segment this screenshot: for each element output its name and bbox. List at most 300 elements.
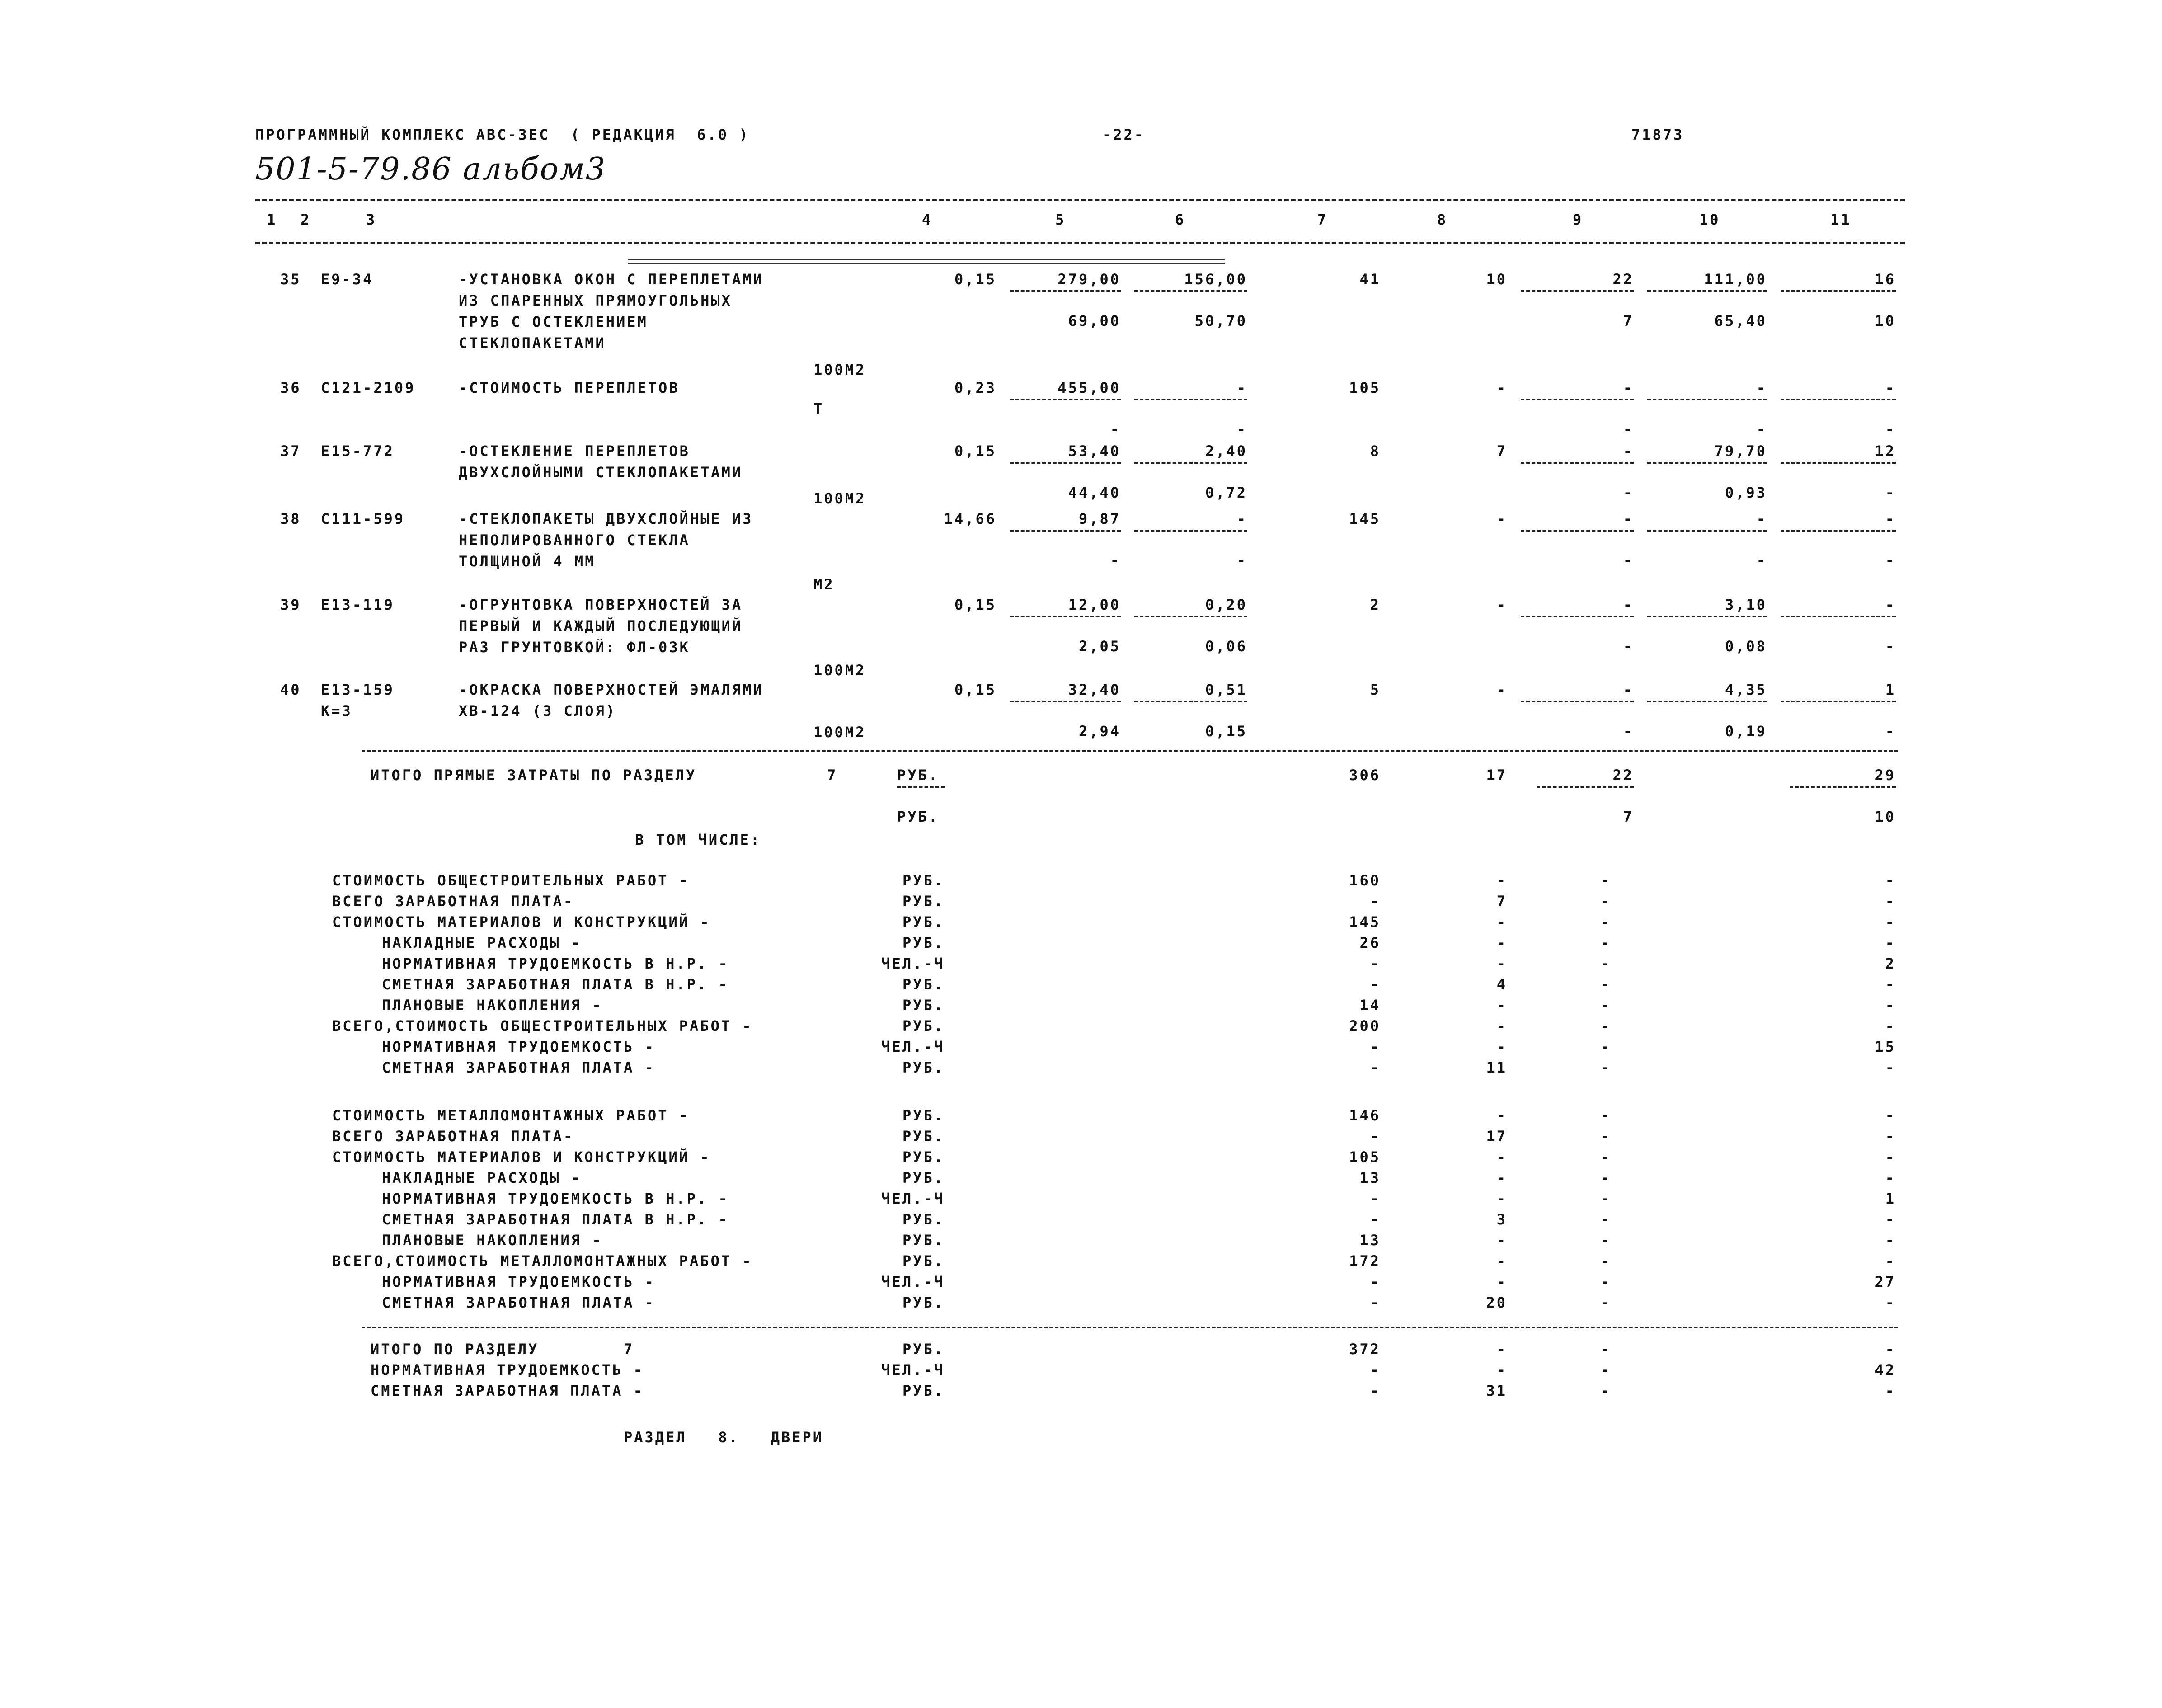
item-description-line: ИЗ СПАРЕННЫХ ПРЯМОУГОЛЬНЫХ xyxy=(459,292,732,309)
summary-section: 7 xyxy=(624,1341,634,1358)
itogo-direct-col11: 29 xyxy=(1875,767,1896,784)
summary-col11: - xyxy=(1885,934,1896,951)
summary-col8: - xyxy=(1496,955,1507,972)
summary-col7: - xyxy=(1370,1294,1381,1311)
item-col10-top: 3,10 xyxy=(1725,596,1767,613)
item-col7: 105 xyxy=(1349,379,1381,396)
summary-col11: - xyxy=(1885,976,1896,993)
item-col9-bottom: - xyxy=(1623,723,1634,740)
item-qty: 0,15 xyxy=(954,596,996,613)
item-unit: 100М2 xyxy=(813,490,866,507)
summary-col8: 17 xyxy=(1486,1128,1507,1145)
item-col11-top: - xyxy=(1885,596,1896,613)
summary-unit: РУБ. xyxy=(902,1107,945,1124)
summary-col7: - xyxy=(1370,1059,1381,1076)
item-col6-bottom: - xyxy=(1236,421,1247,438)
summary-col7: 372 xyxy=(1349,1341,1381,1358)
summary-col11: - xyxy=(1885,997,1896,1014)
handwritten-album-mark: 501-5-79.86 альбом3 xyxy=(255,151,606,187)
summary-label: ВСЕГО,СТОИМОСТЬ ОБЩЕСТРОИТЕЛЬНЫХ РАБОТ - xyxy=(332,1017,753,1035)
item-col7: 2 xyxy=(1370,596,1381,613)
summary-col9: - xyxy=(1600,1038,1611,1055)
item-col8: 7 xyxy=(1496,442,1507,460)
item-col9-top: - xyxy=(1623,510,1634,527)
summary-col11: - xyxy=(1885,913,1896,931)
summary-col8: - xyxy=(1496,1169,1507,1186)
summary-col9: - xyxy=(1600,1211,1611,1228)
item-subrule-col5 xyxy=(1010,290,1121,292)
item-col6-top: 0,51 xyxy=(1205,681,1247,698)
item-qty: 14,66 xyxy=(944,510,996,527)
item-subrule-col9 xyxy=(1521,701,1634,702)
summary-col9: - xyxy=(1600,976,1611,993)
summary-col11: - xyxy=(1885,1107,1896,1124)
summary-unit: РУБ. xyxy=(902,1232,945,1249)
item-number: 38 xyxy=(280,510,301,527)
item-subrule-col10 xyxy=(1647,701,1767,702)
column-header-11: 11 xyxy=(1830,211,1852,228)
item-col9-bottom: - xyxy=(1623,552,1634,569)
item-subrule-col11 xyxy=(1781,399,1896,400)
summary-label: ПЛАНОВЫЕ НАКОПЛЕНИЯ - xyxy=(382,997,603,1014)
item-code: С111-599 xyxy=(321,510,405,527)
item-col5-top: 32,40 xyxy=(1068,681,1121,698)
summary-label: СТОИМОСТЬ МАТЕРИАЛОВ И КОНСТРУКЦИЙ - xyxy=(332,1148,711,1166)
item-subrule-col5 xyxy=(1010,701,1121,702)
item-number: 36 xyxy=(280,379,301,396)
item-col11-top: 12 xyxy=(1875,442,1896,460)
item-col11-bottom: - xyxy=(1885,484,1896,501)
summary-col11: - xyxy=(1885,1059,1896,1076)
item-code: Е13-119 xyxy=(321,596,395,613)
summary-unit: РУБ. xyxy=(902,997,945,1014)
summary-unit: РУБ. xyxy=(902,1252,945,1270)
item-col10-top: 111,00 xyxy=(1704,271,1767,288)
summary-col7: - xyxy=(1370,1128,1381,1145)
item-subrule-col10 xyxy=(1647,462,1767,464)
item-number: 39 xyxy=(280,596,301,613)
item-col9-bottom: 7 xyxy=(1623,312,1634,329)
item-description-line: -ОГРУНТОВКА ПОВЕРХНОСТЕЙ ЗА xyxy=(459,596,743,613)
summary-unit: РУБ. xyxy=(902,1128,945,1145)
item-subrule-col6 xyxy=(1134,616,1247,617)
item-col11-top: - xyxy=(1885,379,1896,396)
summary-label: НОРМАТИВНАЯ ТРУДОЕМКОСТЬ В Н.Р. - xyxy=(382,1190,729,1207)
summary-col7: 13 xyxy=(1359,1169,1381,1186)
summary-label: НОРМАТИВНАЯ ТРУДОЕМКОСТЬ В Н.Р. - xyxy=(382,955,729,972)
summary-col7: - xyxy=(1370,976,1381,993)
summary-label: ВСЕГО ЗАРАБОТНАЯ ПЛАТА- xyxy=(332,893,574,910)
item-col10-top: 79,70 xyxy=(1714,442,1767,460)
itogo-direct-col8: 17 xyxy=(1486,767,1507,784)
summary-col8: - xyxy=(1496,872,1507,889)
summary-col8: - xyxy=(1496,1361,1507,1379)
item-qty: 0,15 xyxy=(954,442,996,460)
item-number: 40 xyxy=(280,681,301,698)
item-col11-bottom: 10 xyxy=(1875,312,1896,329)
summary-unit: РУБ. xyxy=(902,1341,945,1358)
item-col5-bottom: 44,40 xyxy=(1068,484,1121,501)
summary-col8: 7 xyxy=(1496,893,1507,910)
item-col6-top: - xyxy=(1236,379,1247,396)
summary-col7: 14 xyxy=(1359,997,1381,1014)
item-col5-bottom: 69,00 xyxy=(1068,312,1121,329)
item-col11-top: - xyxy=(1885,510,1896,527)
item-description-line: НЕПОЛИРОВАННОГО СТЕКЛА xyxy=(459,532,690,549)
summary-col11: 15 xyxy=(1875,1038,1896,1055)
item-description-line: ПЕРВЫЙ И КАЖДЫЙ ПОСЛЕДУЮЩИЙ xyxy=(459,617,743,635)
item-col10-bottom: 65,40 xyxy=(1714,312,1767,329)
item-subrule-col5 xyxy=(1010,399,1121,400)
column-header-6: 6 xyxy=(1175,211,1186,228)
item-subrule-col6 xyxy=(1134,530,1247,532)
item-col6-top: 156,00 xyxy=(1184,271,1247,288)
item-col10-top: 4,35 xyxy=(1725,681,1767,698)
summary-col7: 200 xyxy=(1349,1017,1381,1035)
summary-col8: - xyxy=(1496,1190,1507,1207)
summary-col8: - xyxy=(1496,1107,1507,1124)
summary-col9: - xyxy=(1600,913,1611,931)
item-col6-bottom: 0,15 xyxy=(1205,723,1247,740)
item-col10-bottom: 0,93 xyxy=(1725,484,1767,501)
summary-col7: - xyxy=(1370,1038,1381,1055)
item-qty: 0,15 xyxy=(954,681,996,698)
item-qty: 0,23 xyxy=(954,379,996,396)
summary-col8: 31 xyxy=(1486,1382,1507,1399)
summary-unit: РУБ. xyxy=(902,1169,945,1186)
column-header-10: 10 xyxy=(1699,211,1720,228)
summary-col11: - xyxy=(1885,872,1896,889)
summary-col8: - xyxy=(1496,1017,1507,1035)
item-number: 37 xyxy=(280,442,301,460)
summary-col9: - xyxy=(1600,1017,1611,1035)
item-qty: 0,15 xyxy=(954,271,996,288)
summary-unit: РУБ. xyxy=(902,1017,945,1035)
summary-unit: ЧЕЛ.-Ч xyxy=(881,955,945,972)
item-col8: - xyxy=(1496,596,1507,613)
summary-col11: - xyxy=(1885,1382,1896,1399)
item-code: Е15-772 xyxy=(321,442,395,460)
summary-unit: РУБ. xyxy=(902,913,945,931)
item-col5-top: 12,00 xyxy=(1068,596,1121,613)
item-col5-bottom: 2,05 xyxy=(1078,638,1121,655)
itogo-direct-col7: 306 xyxy=(1349,767,1381,784)
itogo-direct-unit: РУБ. xyxy=(897,767,940,784)
item-col10-bottom: - xyxy=(1756,552,1767,569)
summary-col9: - xyxy=(1600,1273,1611,1290)
item-subrule-col6 xyxy=(1134,462,1247,464)
item-col7: 5 xyxy=(1370,681,1381,698)
summary-col11: - xyxy=(1885,1294,1896,1311)
summary-col8: 20 xyxy=(1486,1294,1507,1311)
summary-unit: ЧЕЛ.-Ч xyxy=(881,1038,945,1055)
summary-col11: 27 xyxy=(1875,1273,1896,1290)
itogo-direct-col9-bottom: 7 xyxy=(1623,808,1634,825)
summary-label: СТОИМОСТЬ МАТЕРИАЛОВ И КОНСТРУКЦИЙ - xyxy=(332,913,711,931)
summary-col9: - xyxy=(1600,1059,1611,1076)
summary-col8: - xyxy=(1496,1148,1507,1166)
summary-col11: - xyxy=(1885,1211,1896,1228)
document-number: 71873 xyxy=(1631,126,1684,143)
item-col6-bottom: 0,06 xyxy=(1205,638,1247,655)
column-header-8: 8 xyxy=(1437,211,1448,228)
summary-label: СМЕТНАЯ ЗАРАБОТНАЯ ПЛАТА - xyxy=(371,1382,644,1399)
item-description-line: ТОЛЩИНОЙ 4 ММ xyxy=(459,553,596,570)
summary-col11: 42 xyxy=(1875,1361,1896,1379)
summary-col7: 145 xyxy=(1349,913,1381,931)
summary-col8: - xyxy=(1496,1341,1507,1358)
item-subrule-col10 xyxy=(1647,290,1767,292)
summary-col11: - xyxy=(1885,1232,1896,1249)
item-col9-top: - xyxy=(1623,596,1634,613)
summary-col8: - xyxy=(1496,1038,1507,1055)
item-col9-top: - xyxy=(1623,379,1634,396)
itogo-direct-section: 7 xyxy=(827,767,838,784)
item-col6-top: - xyxy=(1236,510,1247,527)
item-number: 35 xyxy=(280,271,301,288)
summary-unit: РУБ. xyxy=(902,1148,945,1166)
summary-label: СМЕТНАЯ ЗАРАБОТНАЯ ПЛАТА - xyxy=(382,1294,655,1311)
item-col5-bottom: 2,94 xyxy=(1078,723,1121,740)
item-col9-bottom: - xyxy=(1623,638,1634,655)
item-col11-top: 16 xyxy=(1875,271,1896,288)
summary-col7: - xyxy=(1370,893,1381,910)
totals-separator xyxy=(362,750,1898,752)
summary-col7: - xyxy=(1370,1190,1381,1207)
summary-col11: - xyxy=(1885,1169,1896,1186)
summary-label: ВСЕГО ЗАРАБОТНАЯ ПЛАТА- xyxy=(332,1128,574,1145)
summary-col9: - xyxy=(1600,1148,1611,1166)
summary-unit: РУБ. xyxy=(902,1382,945,1399)
itogo-col11-subrule xyxy=(1790,786,1896,788)
item-col10-bottom: 0,19 xyxy=(1725,723,1767,740)
summary-label: СМЕТНАЯ ЗАРАБОТНАЯ ПЛАТА - xyxy=(382,1059,655,1076)
summary-unit: РУБ. xyxy=(902,1294,945,1311)
summary-unit: РУБ. xyxy=(902,934,945,951)
summary-col9: - xyxy=(1600,1361,1611,1379)
summary-unit: РУБ. xyxy=(902,1059,945,1076)
summary-col7: 26 xyxy=(1359,934,1381,951)
item-subrule-col11 xyxy=(1781,530,1896,532)
summary-col7: 13 xyxy=(1359,1232,1381,1249)
item-col5-bottom: - xyxy=(1110,421,1121,438)
summary-col9: - xyxy=(1600,1252,1611,1270)
item-col6-bottom: 50,70 xyxy=(1194,312,1247,329)
summary-col11: - xyxy=(1885,1017,1896,1035)
summary-col8: - xyxy=(1496,997,1507,1014)
summary-unit: РУБ. xyxy=(902,893,945,910)
summary-unit: ЧЕЛ.-Ч xyxy=(881,1361,945,1379)
item-col5-bottom: - xyxy=(1110,552,1121,569)
item-description-line: ТРУБ С ОСТЕКЛЕНИЕМ xyxy=(459,313,648,330)
item-col11-bottom: - xyxy=(1885,723,1896,740)
item-subrule-col11 xyxy=(1781,462,1896,464)
summary-col8: - xyxy=(1496,1252,1507,1270)
summary-col9: - xyxy=(1600,997,1611,1014)
item-col10-top: - xyxy=(1756,510,1767,527)
item-col9-top: 22 xyxy=(1612,271,1634,288)
summary-unit: РУБ. xyxy=(902,1211,945,1228)
summary-col11: - xyxy=(1885,1341,1896,1358)
program-title: ПРОГРАММНЫЙ КОМПЛЕКС АВС-3ЕС ( РЕДАКЦИЯ 6.0 ) xyxy=(255,126,750,143)
item-unit: Т xyxy=(813,400,824,417)
item-col8: - xyxy=(1496,379,1507,396)
summary-label: СТОИМОСТЬ ОБЩЕСТРОИТЕЛЬНЫХ РАБОТ - xyxy=(332,872,690,889)
item-subrule-col9 xyxy=(1521,290,1634,292)
item-description-line: -ОКРАСКА ПОВЕРХНОСТЕЙ ЭМАЛЯМИ xyxy=(459,681,764,698)
item-col9-bottom: - xyxy=(1623,421,1634,438)
item-subrule-col6 xyxy=(1134,290,1247,292)
item-col6-top: 0,20 xyxy=(1205,596,1247,613)
summary-col9: - xyxy=(1600,1341,1611,1358)
item-subrule-col9 xyxy=(1521,462,1634,464)
summary-col9: - xyxy=(1600,1107,1611,1124)
item-subrule-col5 xyxy=(1010,462,1121,464)
item-col8: - xyxy=(1496,681,1507,698)
item-subrule-col11 xyxy=(1781,290,1896,292)
item-col5-top: 9,87 xyxy=(1078,510,1121,527)
itogo-direct-col11-bottom: 10 xyxy=(1875,808,1896,825)
item-subrule-col10 xyxy=(1647,616,1767,617)
summary-label: СМЕТНАЯ ЗАРАБОТНАЯ ПЛАТА В Н.Р. - xyxy=(382,976,729,993)
item-description-line: ДВУХСЛОЙНЫМИ СТЕКЛОПАКЕТАМИ xyxy=(459,464,743,481)
summary-col9: - xyxy=(1600,1169,1611,1186)
item-description-line: РАЗ ГРУНТОВКОЙ: ФЛ-03К xyxy=(459,639,690,656)
item-unit: 100М2 xyxy=(813,361,866,378)
summary-col8: 4 xyxy=(1496,976,1507,993)
summary-col9: - xyxy=(1600,1190,1611,1207)
summary-col7: - xyxy=(1370,955,1381,972)
item-col7: 8 xyxy=(1370,442,1381,460)
item-col10-bottom: - xyxy=(1756,421,1767,438)
item-subrule-col11 xyxy=(1781,616,1896,617)
summary-col9: - xyxy=(1600,1128,1611,1145)
item-col9-bottom: - xyxy=(1623,484,1634,501)
summary-col7: - xyxy=(1370,1382,1381,1399)
item-code: Е13-159 xyxy=(321,681,395,698)
group3-separator xyxy=(362,1327,1898,1328)
column-header-9: 9 xyxy=(1573,211,1584,228)
summary-col11: - xyxy=(1885,893,1896,910)
summary-label: ИТОГО ПО РАЗДЕЛУ xyxy=(371,1341,539,1358)
column-header-4: 4 xyxy=(922,211,933,228)
summary-col11: 1 xyxy=(1885,1190,1896,1207)
summary-col7: - xyxy=(1370,1273,1381,1290)
item-col10-bottom: 0,08 xyxy=(1725,638,1767,655)
summary-col8: - xyxy=(1496,934,1507,951)
item-col10-top: - xyxy=(1756,379,1767,396)
item-col11-top: 1 xyxy=(1885,681,1896,698)
item-subrule-col11 xyxy=(1781,701,1896,702)
summary-col8: - xyxy=(1496,1232,1507,1249)
summary-unit: РУБ. xyxy=(902,872,945,889)
item-subrule-col10 xyxy=(1647,399,1767,400)
page-number: -22- xyxy=(1103,126,1145,143)
item-col6-bottom: 0,72 xyxy=(1205,484,1247,501)
itogo-col9-subrule xyxy=(1537,786,1634,788)
item-subrule-col5 xyxy=(1010,530,1121,532)
summary-col11: - xyxy=(1885,1128,1896,1145)
itogo-unit-subrule xyxy=(897,786,945,788)
item-col11-bottom: - xyxy=(1885,638,1896,655)
summary-col9: - xyxy=(1600,955,1611,972)
item-description-line: -СТЕКЛОПАКЕТЫ ДВУХСЛОЙНЫЕ ИЗ xyxy=(459,510,753,527)
item-description-line: ХВ-124 (3 СЛОЯ) xyxy=(459,702,616,720)
summary-col11: - xyxy=(1885,1148,1896,1166)
item-unit: 100М2 xyxy=(813,662,866,679)
item-col7: 145 xyxy=(1349,510,1381,527)
summary-col11: - xyxy=(1885,1252,1896,1270)
summary-col7: 172 xyxy=(1349,1252,1381,1270)
column-header-3: 3 xyxy=(366,211,377,228)
item-subrule-col9 xyxy=(1521,399,1634,400)
summary-label: ВСЕГО,СТОИМОСТЬ МЕТАЛЛОМОНТАЖНЫХ РАБОТ - xyxy=(332,1252,753,1270)
item-col9-top: - xyxy=(1623,442,1634,460)
summary-label: НАКЛАДНЫЕ РАСХОДЫ - xyxy=(382,934,582,951)
item-col6-bottom: - xyxy=(1236,552,1247,569)
item-unit: 100М2 xyxy=(813,724,866,741)
itogo-direct-label: ИТОГО ПРЯМЫЕ ЗАТРАТЫ ПО РАЗДЕЛУ xyxy=(371,767,697,784)
summary-label: СМЕТНАЯ ЗАРАБОТНАЯ ПЛАТА В Н.Р. - xyxy=(382,1211,729,1228)
summary-col9: - xyxy=(1600,893,1611,910)
item-subrule-col6 xyxy=(1134,399,1247,400)
item-description-line: СТЕКЛОПАКЕТАМИ xyxy=(459,334,606,352)
item-description-line: -УСТАНОВКА ОКОН С ПЕРЕПЛЕТАМИ xyxy=(459,271,764,288)
column-header-2: 2 xyxy=(301,211,311,228)
next-section-heading: РАЗДЕЛ 8. ДВЕРИ xyxy=(624,1429,824,1446)
summary-col7: 160 xyxy=(1349,872,1381,889)
column-header-5: 5 xyxy=(1055,211,1066,228)
summary-label: НОРМАТИВНАЯ ТРУДОЕМКОСТЬ - xyxy=(382,1038,655,1055)
itogo-direct-unit-2: РУБ. xyxy=(897,808,940,825)
summary-col9: - xyxy=(1600,1382,1611,1399)
item-col11-bottom: - xyxy=(1885,552,1896,569)
summary-unit: РУБ. xyxy=(902,976,945,993)
item-col9-top: - xyxy=(1623,681,1634,698)
summary-col9: - xyxy=(1600,934,1611,951)
summary-label: НАКЛАДНЫЕ РАСХОДЫ - xyxy=(382,1169,582,1186)
summary-unit: ЧЕЛ.-Ч xyxy=(881,1190,945,1207)
summary-col7: 146 xyxy=(1349,1107,1381,1124)
summary-col8: 3 xyxy=(1496,1211,1507,1228)
item-col5-top: 455,00 xyxy=(1058,379,1121,396)
column-header-7: 7 xyxy=(1317,211,1328,228)
summary-col8: - xyxy=(1496,1273,1507,1290)
section-double-rule xyxy=(628,259,1225,264)
item-col8: - xyxy=(1496,510,1507,527)
summary-col7: 105 xyxy=(1349,1148,1381,1166)
header-top-rule xyxy=(255,199,1905,201)
summary-unit: ЧЕЛ.-Ч xyxy=(881,1273,945,1290)
item-description-line: -ОСТЕКЛЕНИЕ ПЕРЕПЛЕТОВ xyxy=(459,442,690,460)
summary-col7: - xyxy=(1370,1361,1381,1379)
item-description-line: -СТОИМОСТЬ ПЕРЕПЛЕТОВ xyxy=(459,379,680,396)
itogo-direct-col9: 22 xyxy=(1612,767,1634,784)
item-col7: 41 xyxy=(1359,271,1381,288)
item-col5-top: 53,40 xyxy=(1068,442,1121,460)
summary-col8: - xyxy=(1496,913,1507,931)
summary-col9: - xyxy=(1600,1232,1611,1249)
summary-label: СТОИМОСТЬ МЕТАЛЛОМОНТАЖНЫХ РАБОТ - xyxy=(332,1107,690,1124)
column-header-1: 1 xyxy=(267,211,277,228)
item-subrule-col10 xyxy=(1647,530,1767,532)
item-subrule-col5 xyxy=(1010,616,1121,617)
summary-col8: 11 xyxy=(1486,1059,1507,1076)
item-code: С121-2109 xyxy=(321,379,416,396)
summary-label: ПЛАНОВЫЕ НАКОПЛЕНИЯ - xyxy=(382,1232,603,1249)
item-code-coefficient: К=3 xyxy=(321,702,352,720)
item-subrule-col9 xyxy=(1521,616,1634,617)
